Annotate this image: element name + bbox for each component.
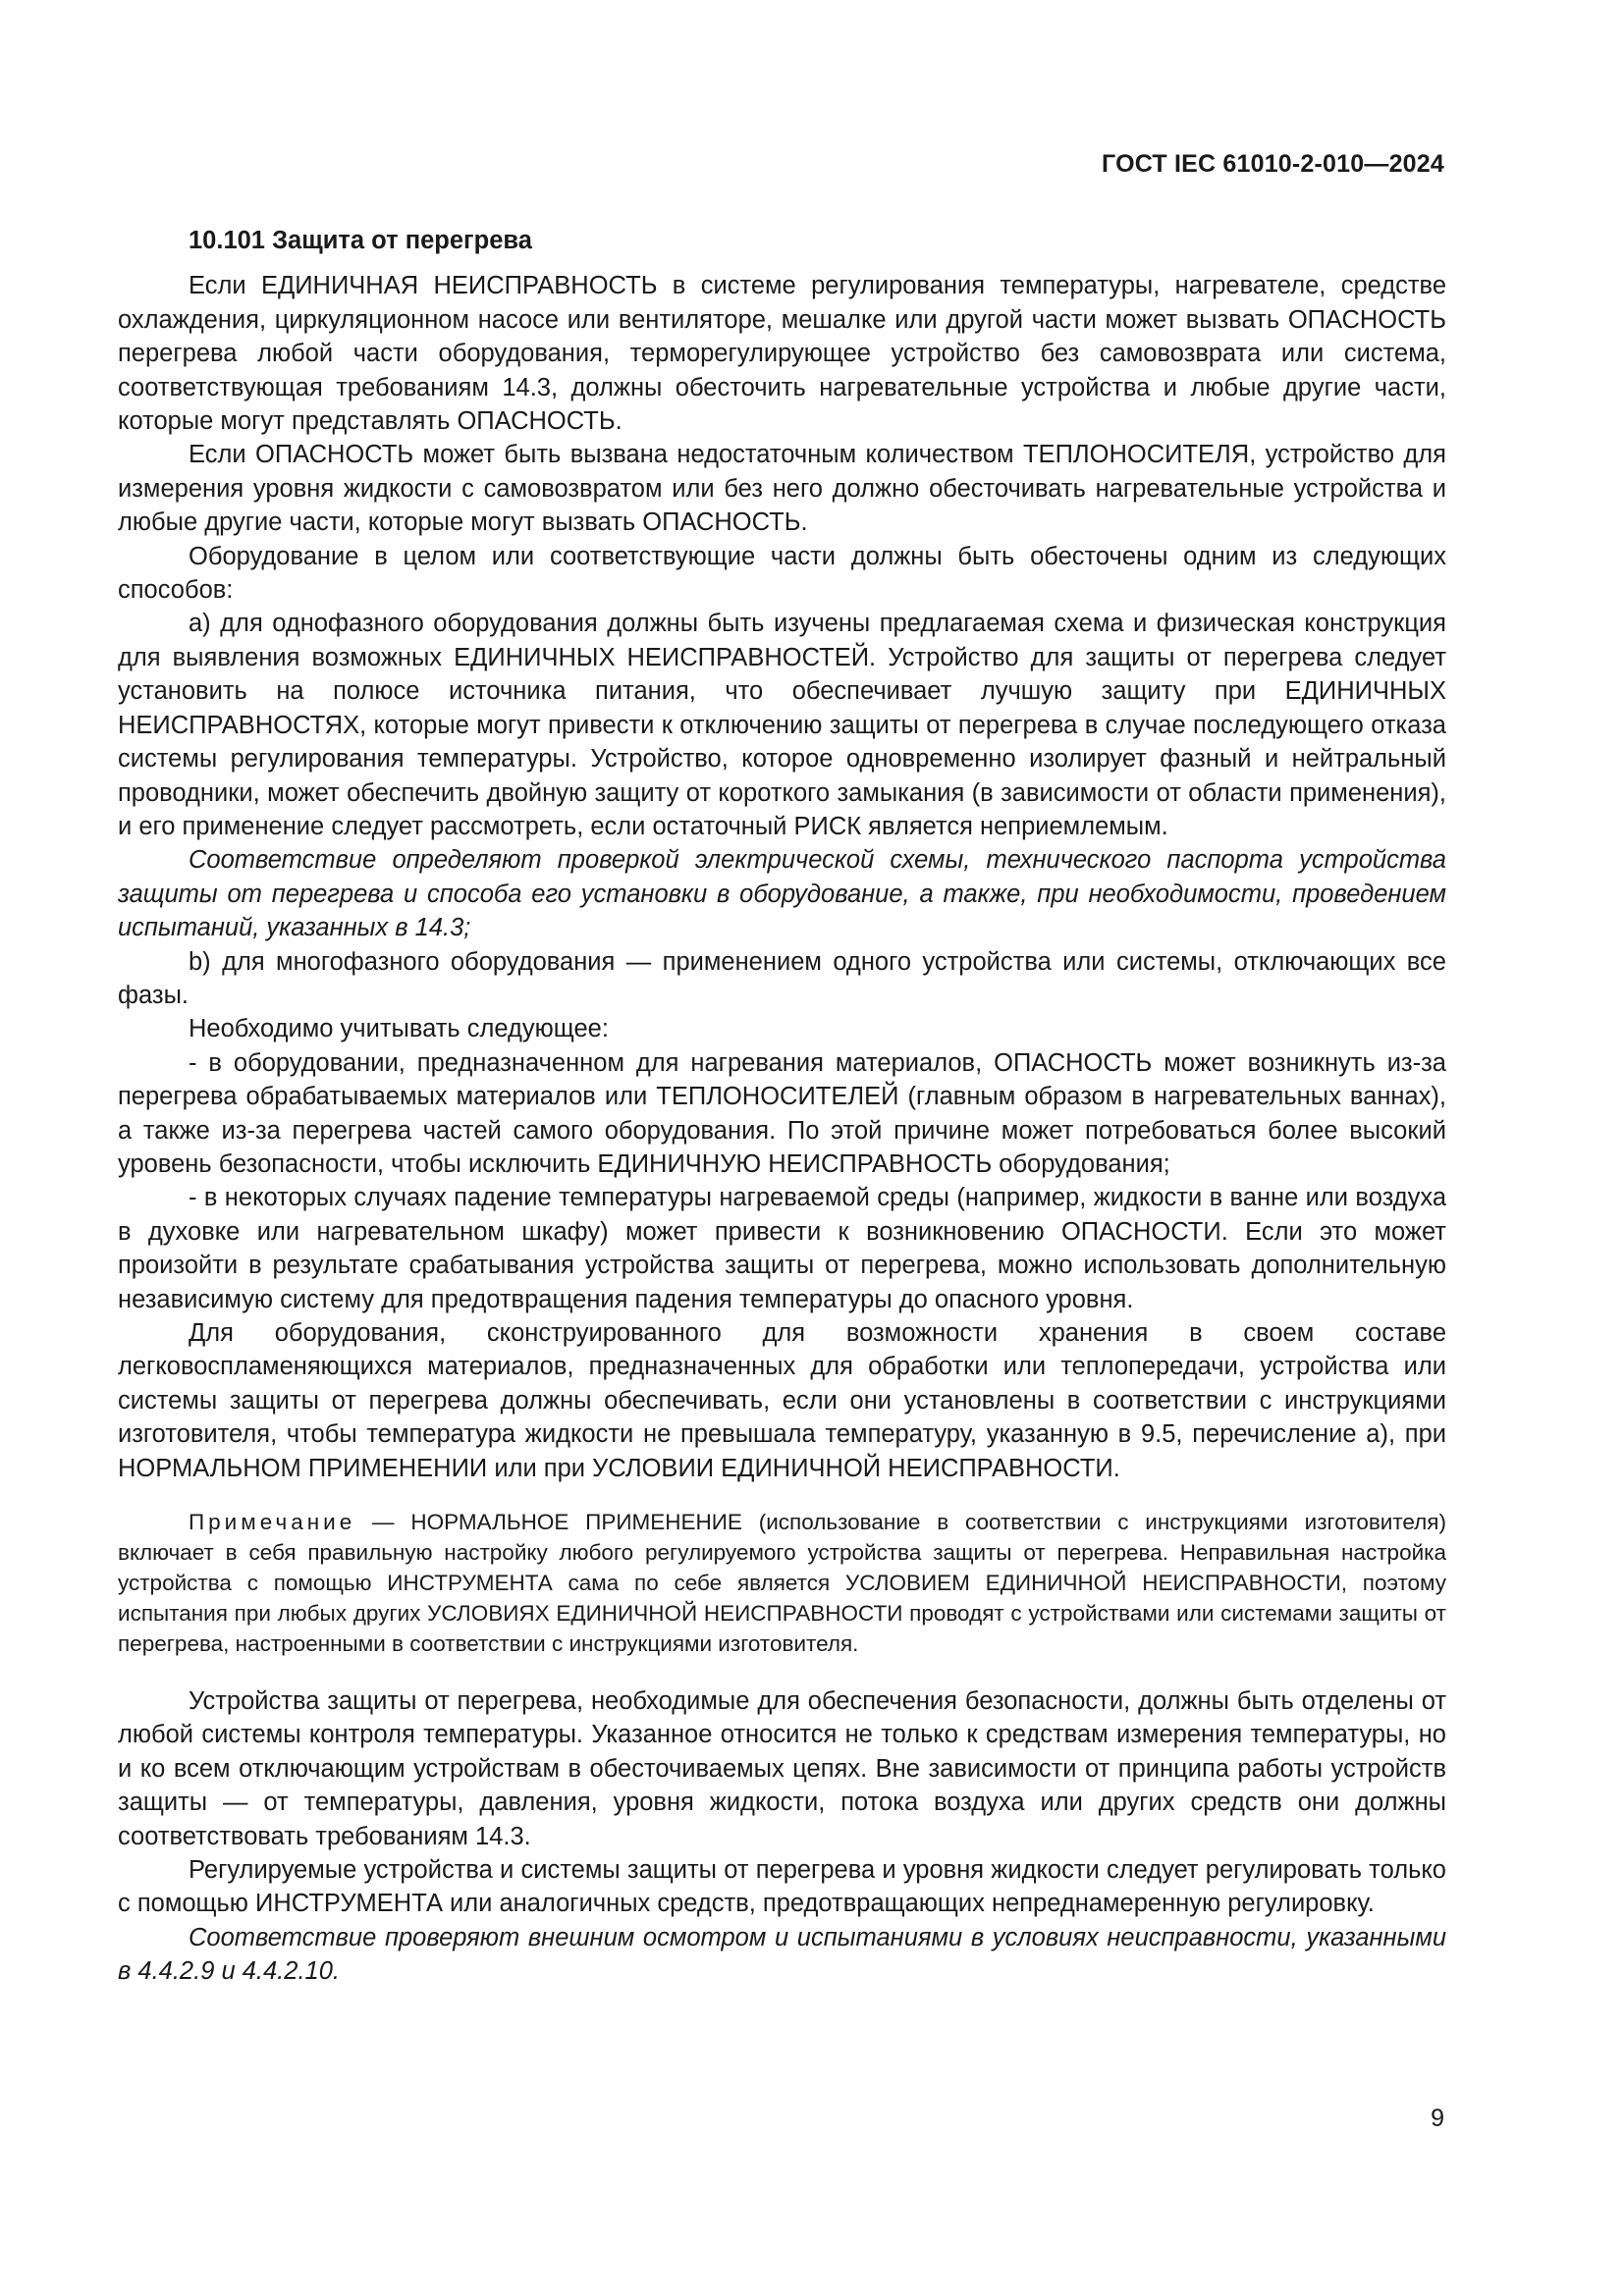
paragraph-flammable-materials: Для оборудования, сконструированного для возможности хранения в своем составе легковоспламеняющихся материалов, предназначенных для обработки или теплопередачи, устройства или системы защиты от перегрева должны обеспечивать, если они установлены в соответствии с инструкциями изготовителя, чтобы температура жидкости не превышала температуру, указанную в 9.5, перечисление a), при НОРМАЛЬНОМ ПРИМЕНЕНИИ или при УСЛОВИИ ЕДИНИЧНОЙ НЕИСПРАВНОСТИ.	[118, 1319, 1446, 1482]
paragraph-separation: Устройства защиты от перегрева, необходимые для обеспечения безопасности, должны быть отделены от любой системы контроля температуры. Указанное относится не только к средствам измерения температуры, но и ко всем отключающим устройствам в обесточиваемых цепях. Вне зависимости от принципа работы устройств защиты — от температуры, давления, уровня жидкости, потока воздуха или других средств они должны соответствовать требованиям 14.3.	[118, 1687, 1446, 1850]
document-body	[118, 224, 1446, 1989]
page-number: 9	[1431, 2105, 1444, 2132]
page-header-standard-id: ГОСТ IEC 61010-2-010—2024	[1102, 150, 1444, 178]
note	[118, 1507, 1446, 1659]
paragraph-disconnection-methods: Оборудование в целом или соответствующие части должны быть обесточены одним из следующих способов:	[118, 542, 1446, 605]
section-title: 10.101 Защита от перегрева	[189, 227, 532, 254]
compliance-check-final: Соответствие проверяют внешним осмотром и испытаниями в условиях неисправности, указанными в 4.4.2.9 и 4.4.2.10.	[118, 1923, 1446, 1986]
paragraph-single-fault: Если ЕДИНИЧНАЯ НЕИСПРАВНОСТЬ в системе регулирования температуры, нагревателе, средстве охлаждения, циркуляционном насосе или вентиляторе, мешалке или другой части может вызвать ОПАСНОСТЬ перегрева любой части оборудования, терморегулирующее устройство без самовозврата или система, соответствующая требованиям 14.3, должны обесточить нагревательные устройства и любые другие части, которые могут представлять ОПАСНОСТЬ.	[118, 272, 1446, 436]
list-item-multi-phase: b) для многофазного оборудования — применением одного устройства или системы, отключающих все фазы.	[118, 947, 1446, 1009]
bullet-temperature-drop: - в некоторых случаях падение температуры нагреваемой среды (например, жидкости в ванне или воздуха в духовке или нагревательном шкафу) может привести к возникновению ОПАСНОСТИ. Если это может произойти в результате срабатывания устройства защиты от перегрева, можно использовать дополнительную независимую систему для предотвращения падения температуры до опасного уровня.	[118, 1184, 1446, 1313]
note-text: — НОРМАЛЬНОЕ ПРИМЕНЕНИЕ (использование в соответствии с инструкциями изготовителя) включает в себя правильную настройку любого регулируемого устройства защиты от перегрева. Неправильная настройка устройства с помощью ИНСТРУМЕНТА сама по себе является УСЛОВИЕМ ЕДИНИЧНОЙ НЕИСПРАВНОСТИ, поэтому испытания при любых других УСЛОВИЯХ ЕДИНИЧНОЙ НЕИСПРАВНОСТИ проводят с устройствами или системами защиты от перегрева, настроенными в соответствии с инструкциями изготовителя.	[118, 1510, 1446, 1657]
paragraph-heat-transfer-fluid: Если ОПАСНОСТЬ может быть вызвана недостаточным количеством ТЕПЛОНОСИТЕЛЯ, устройство для измерения уровня жидкости с самовозвратом или без него должно обесточивать нагревательные устройства и любые другие части, которые могут вызвать ОПАСНОСТЬ.	[118, 441, 1446, 537]
paragraph-considerations: Необходимо учитывать следующее:	[189, 1015, 609, 1043]
note-label: Примечание	[189, 1510, 356, 1535]
compliance-check-single-phase: Соответствие определяют проверкой электрической схемы, технического паспорта устройства защиты от перегрева и способа его установки в оборудование, а также, при необходимости, проведением испытаний, указанных в 14.3;	[118, 846, 1446, 942]
list-item-single-phase: a) для однофазного оборудования должны быть изучены предлагаемая схема и физическая конструкция для выявления возможных ЕДИНИЧНЫХ НЕИСПРАВНОСТЕЙ. Устройство для защиты от перегрева следует установить на полюсе источника питания, что обеспечивает лучшую защиту при ЕДИНИЧНЫХ НЕИСПРАВНОСТЯХ, которые могут привести к отключению защиты от перегрева в случае последующего отказа системы регулирования температуры. Устройство, которое одновременно изолирует фазный и нейтральный проводники, может обеспечить двойную защиту от короткого замыкания (в зависимости от области применения), и его применение следует рассмотреть, если остаточный РИСК является неприемлемым.	[118, 610, 1446, 840]
paragraph-adjustment: Регулируемые устройства и системы защиты от перегрева и уровня жидкости следует регулировать только с помощью ИНСТРУМЕНТА или аналогичных средств, предотвращающих непреднамеренную регулировку.	[118, 1856, 1446, 1918]
bullet-heating-materials: - в оборудовании, предназначенном для нагревания материалов, ОПАСНОСТЬ может возникнуть из-за перегрева обрабатываемых материалов или ТЕПЛОНОСИТЕЛЕЙ (главным образом в нагревательных ваннах), а также из-за перегрева частей самого оборудования. По этой причине может потребоваться более высокий уровень безопасности, чтобы исключить ЕДИНИЧНУЮ НЕИСПРАВНОСТЬ оборудования;	[118, 1048, 1446, 1178]
